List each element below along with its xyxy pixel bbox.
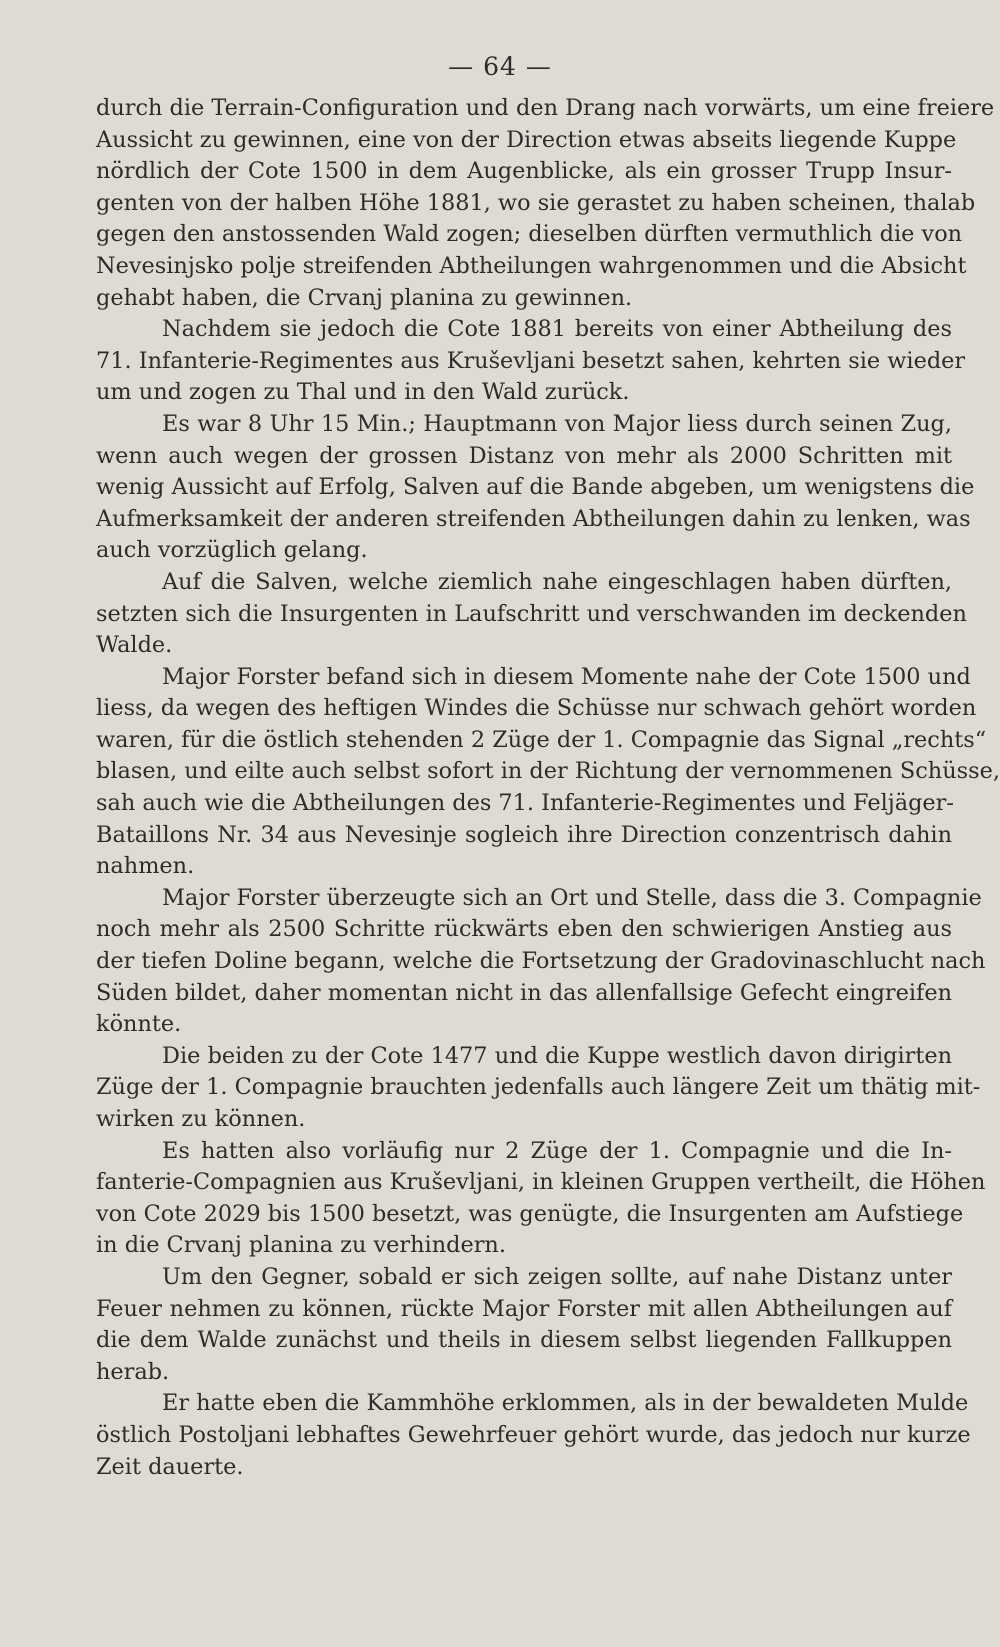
text-line: genten von der halben Höhe 1881, wo sie gerastet zu haben scheinen, thalab	[96, 189, 976, 216]
text-line: Auf die Salven, welche ziemlich nahe eingeschlagen haben dürften,	[162, 568, 952, 595]
text-line: Um den Gegner, sobald er sich zeigen sollte, auf nahe Distanz unter	[162, 1263, 952, 1290]
text-line: Bataillons Nr. 34 aus Nevesinje sogleich ihre Direction conzentrisch dahin	[96, 821, 952, 848]
text-line: Züge der 1. Compagnie brauchten jedenfalls auch längere Zeit um thätig mit-	[96, 1074, 981, 1101]
text-line: Walde.	[96, 632, 173, 659]
text-line: Es war 8 Uhr 15 Min.; Hauptmann von Major liess durch seinen Zug,	[162, 410, 952, 437]
text-line: in die Crvanj planina zu verhindern.	[96, 1232, 506, 1259]
text-line: wenig Aussicht auf Erfolg, Salven auf die Bande abgeben, um wenigstens die	[96, 474, 975, 501]
text-line: Major Forster überzeugte sich an Ort und Stelle, dass die 3. Compagnie	[162, 884, 982, 911]
text-line: östlich Postoljani lebhaftes Gewehrfeuer gehört wurde, das jedoch nur kurze	[96, 1421, 971, 1448]
text-line: nahmen.	[96, 853, 195, 880]
text-line: noch mehr als 2500 Schritte rückwärts eben den schwierigen Anstieg aus	[96, 916, 952, 943]
text-line: auch vorzüglich gelang.	[96, 537, 368, 564]
text-line: Nevesinjsko polje streifenden Abtheilungen wahrgenommen und die Absicht	[96, 252, 967, 279]
text-line: blasen, und eilte auch selbst sofort in der Richtung der vernommenen Schüsse,	[96, 758, 1000, 785]
text-line: nördlich der Cote 1500 in dem Augenblicke, als ein grosser Trupp Insur-	[96, 158, 952, 185]
text-line: Die beiden zu der Cote 1477 und die Kuppe westlich davon dirigirten	[162, 1042, 952, 1069]
text-line: waren, für die östlich stehenden 2 Züge der 1. Compagnie das Signal „rechts“	[96, 726, 987, 753]
body-text	[96, 93, 1000, 1483]
text-line: 71. Infanterie-Regimentes aus Kruševljani besetzt sahen, kehrten sie wieder	[96, 347, 966, 374]
text-line: könnte.	[96, 1011, 182, 1038]
text-line: Aufmerksamkeit der anderen streifenden Abtheilungen dahin zu lenken, was	[96, 505, 971, 532]
text-line: Aussicht zu gewinnen, eine von der Direction etwas abseits liegende Kuppe	[96, 126, 957, 153]
text-line: gegen den anstossenden Wald zogen; dieselben dürften vermuthlich die von	[96, 221, 963, 248]
text-line: der tiefen Doline begann, welche die Fortsetzung der Gradovinaschlucht nach	[96, 948, 986, 975]
text-line: wirken zu können.	[96, 1106, 306, 1132]
text-line: sah auch wie die Abtheilungen des 71. Infanterie-Regimentes und Feljäger-	[96, 790, 954, 817]
text-line: Major Forster befand sich in diesem Momente nahe der Cote 1500 und	[162, 663, 971, 690]
text-line: herab.	[96, 1358, 170, 1385]
text-line: Er hatte eben die Kammhöhe erklommen, als in der bewaldeten Mulde	[162, 1390, 969, 1417]
text-line: Feuer nehmen zu können, rückte Major Forster mit allen Abtheilungen auf	[96, 1295, 952, 1322]
text-line: Zeit dauerte.	[96, 1453, 244, 1480]
text-line: liess, da wegen des heftigen Windes die Schüsse nur schwach gehört worden	[96, 695, 977, 722]
text-line: Es hatten also vorläufig nur 2 Züge der 1. Compagnie und die In-	[162, 1137, 952, 1164]
page-number: — 64 —	[448, 52, 552, 81]
text-line: gehabt haben, die Crvanj planina zu gewinnen.	[96, 284, 633, 311]
text-line: um und zogen zu Thal und in den Wald zurück.	[96, 379, 630, 406]
text-line: die dem Walde zunächst und theils in diesem selbst liegenden Fallkuppen	[96, 1327, 952, 1354]
text-line: Süden bildet, daher momentan nicht in das allenfallsige Gefecht eingreifen	[96, 979, 952, 1006]
text-line: fanterie-Compagnien aus Kruševljani, in kleinen Gruppen vertheilt, die Höhen	[96, 1169, 986, 1196]
text-line: setzten sich die Insurgenten in Laufschritt und verschwanden im deckenden	[96, 600, 967, 627]
text-line: wenn auch wegen der grossen Distanz von mehr als 2000 Schritten mit	[96, 442, 952, 469]
text-line: durch die Terrain-Configuration und den Drang nach vorwärts, um eine freiere	[96, 95, 995, 121]
text-line: von Cote 2029 bis 1500 besetzt, was genügte, die Insurgenten am Aufstiege	[96, 1200, 964, 1227]
text-line: Nachdem sie jedoch die Cote 1881 bereits von einer Abtheilung des	[162, 316, 952, 343]
